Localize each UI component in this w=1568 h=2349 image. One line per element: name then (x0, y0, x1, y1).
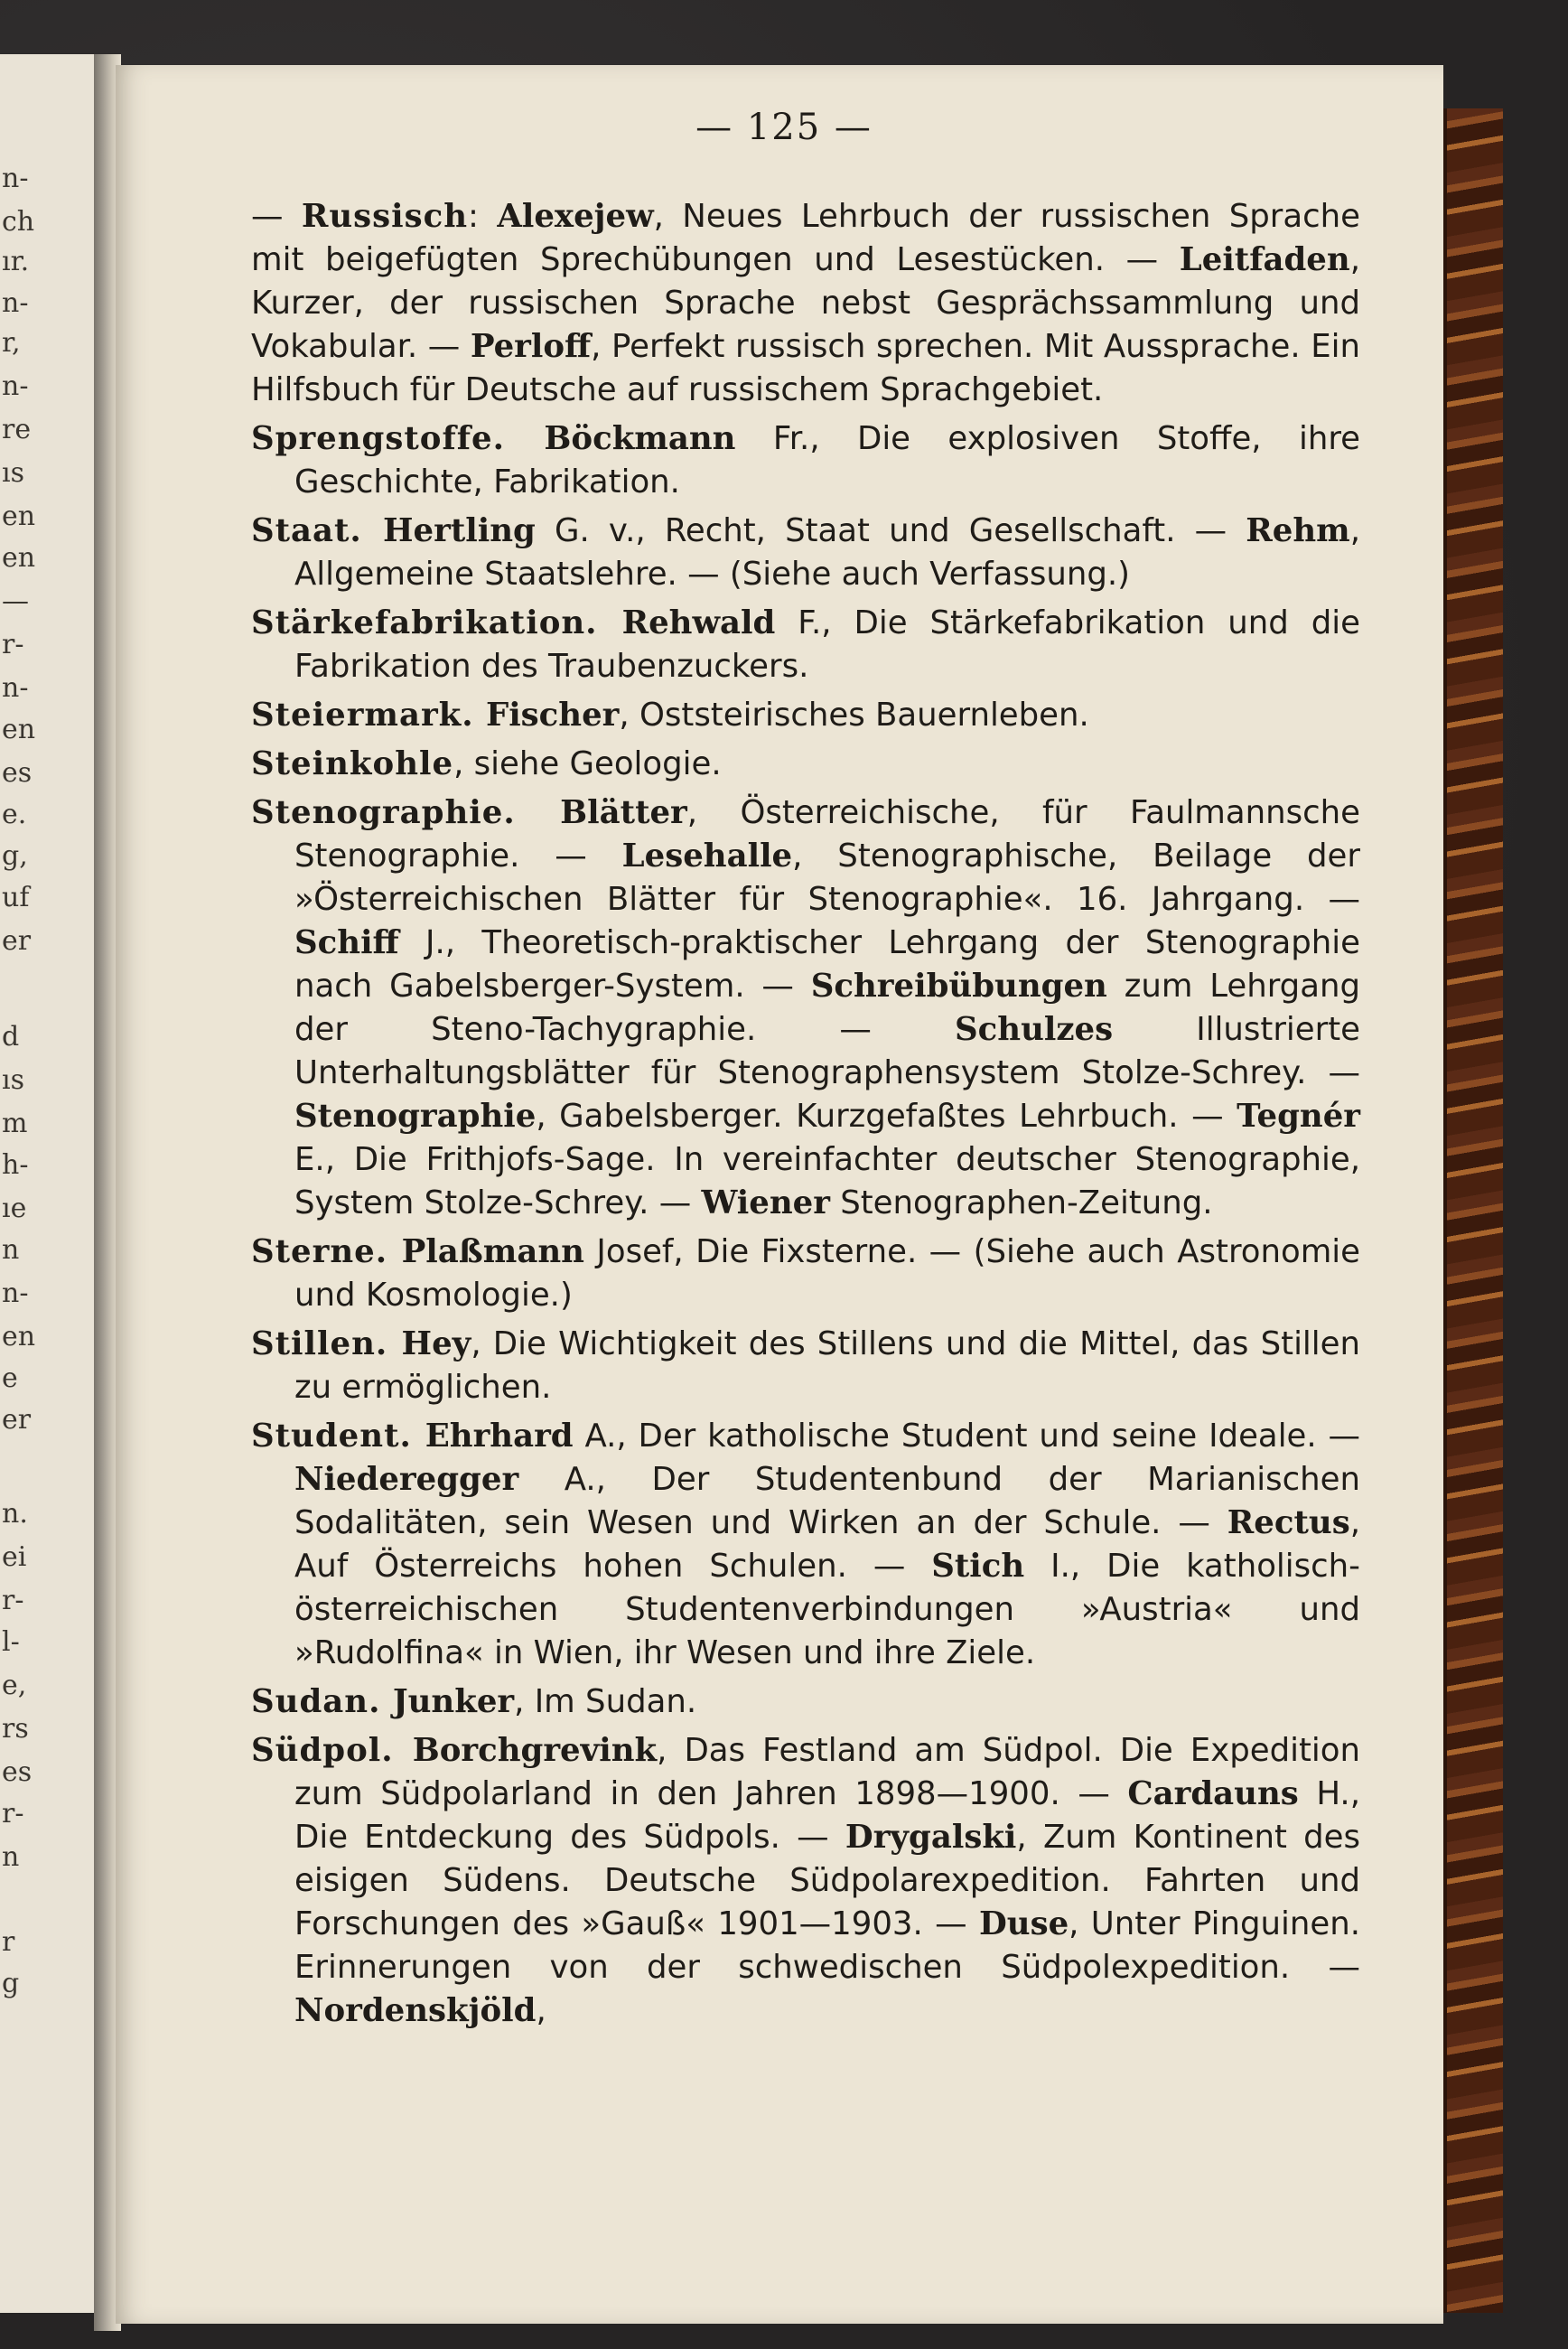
entry-text: H., Die Entdeckung des Südpols. — (294, 1775, 1360, 1856)
left-page-fragment: — (2, 585, 29, 617)
entry-author: Borchgrevink (412, 1732, 658, 1769)
entry-heading: Stillen. (251, 1325, 402, 1362)
entry-author: Plaßmann (401, 1233, 584, 1270)
entry-author: Stenographie (294, 1098, 537, 1135)
index-entry (251, 195, 1360, 412)
index-entries (251, 195, 1360, 2038)
entry-author: Tegnér (1237, 1098, 1360, 1135)
left-page-fragment: n- (2, 1277, 29, 1309)
entry-text: J., Theoretisch-praktischer Lehrgang der Stenographie nach Gabelsberger-System. — (294, 924, 1360, 1005)
entry-author: Rehwald (621, 604, 776, 641)
entry-text: Josef, Die Fixsterne. — (Siehe auch Astronomie und Kosmologie.) (294, 1233, 1360, 1314)
left-page-fragment: er (2, 1404, 32, 1436)
left-page-fragment: m (2, 1108, 28, 1139)
entry-heading: Steiermark. (251, 697, 486, 734)
entry-text: , Im Sudan. (514, 1683, 697, 1720)
entry-text: , Österreichische, für Faulmannsche Stenographie. — (294, 794, 1360, 875)
left-page-fragment: ıe (2, 1193, 27, 1224)
entry-text: F., Die Stärkefabrikation und die Fabrikation des Traubenzuckers. (294, 604, 1361, 685)
entry-text: , Das Festland am Südpol. Die Expedition zum Südpolarland in den Jahren 1898—1900. — (294, 1732, 1360, 1812)
left-page-fragment: n- (2, 370, 29, 402)
left-page-fragment: ıs (2, 457, 24, 489)
left-page-fragment: l- (2, 1626, 20, 1658)
entry-text: , Oststeirisches Bauernleben. (619, 697, 1089, 734)
entry-author: Nordenskjöld (294, 1992, 537, 2029)
entry-text: , siehe Geologie. (453, 745, 722, 782)
entry-author: Böckmann (544, 420, 736, 457)
entry-author: Hertling (383, 512, 536, 549)
entry-author: Fischer (485, 697, 620, 734)
entry-text: , Unter Pinguinen. Erinnerungen von der schwedischen Südpolexpedition. — (294, 1905, 1360, 1986)
left-page-fragment: n- (2, 672, 29, 704)
left-page-fragment: en (2, 501, 36, 532)
entry-author: Schiff (294, 924, 399, 961)
entry-text: , Zum Kontinent des eisigen Südens. Deutsche Südpolarexpedition. Fahrten und Forschungen des »Gauß« 1901—1903. — (294, 1819, 1360, 1942)
left-page-fragment: r, (2, 327, 21, 359)
index-entry (251, 694, 1360, 737)
entry-author: Junker (392, 1683, 515, 1720)
left-page-fragment: en (2, 714, 36, 745)
entry-text: , Allgemeine Staatslehre. — (Siehe auch Verfassung.) (294, 512, 1360, 593)
entry-author: Duse (979, 1905, 1069, 1942)
entry-text: , Neues Lehrbuch der russischen Sprache mit beigefügten Sprechübungen und Lesestücken. — (251, 198, 1360, 278)
entry-text: , Kurzer, der russischen Sprache nebst Gesprächssammlung und Vokabular. — (251, 241, 1360, 365)
entry-text: I., Die katholisch-österreichischen Studentenverbindungen »Austria« und »Rudolfina« in Wien, ihr Wesen und ihre Ziele. (294, 1548, 1360, 1671)
entry-text: , Perfekt russisch sprechen. Mit Aussprache. Ein Hilfsbuch für Deutsche auf russischem Sprachgebiet. (251, 328, 1360, 408)
left-page-fragment: ei (2, 1541, 27, 1573)
index-entry (251, 791, 1360, 1225)
left-page-fragment: ıs (2, 1064, 24, 1096)
entry-author: Lesehalle (621, 838, 793, 875)
entry-text: zum Lehrgang der Steno-Tachygraphie. — (294, 968, 1361, 1048)
index-entry (251, 602, 1360, 688)
entry-author: Rehm (1246, 512, 1350, 549)
book-spine-edge (1443, 108, 1503, 2313)
index-entry (251, 510, 1360, 596)
left-page-fragment: n- (2, 163, 29, 194)
entry-author: Cardauns (1127, 1775, 1299, 1812)
left-page-fragment: r- (2, 1585, 24, 1616)
left-page-fragment: r- (2, 1798, 24, 1830)
entry-author: Wiener (701, 1184, 830, 1221)
index-entry (251, 1231, 1360, 1317)
left-page-fragment: en (2, 1321, 36, 1352)
entry-text: A., Der Studentenbund der Marianischen Sodalitäten, sein Wesen und Wirken an der Schule. — (294, 1461, 1360, 1541)
entry-text: E., Die Frithjofs-Sage. In vereinfachter deutscher Stenographie, System Stolze-Schrey. — (294, 1141, 1360, 1221)
left-page-fragment: g, (2, 840, 28, 872)
entry-heading: Steinkohle (251, 745, 454, 782)
left-page-fragment: d (2, 1021, 20, 1053)
left-page-fragment: n (2, 1234, 20, 1266)
entry-heading: Russisch (301, 198, 469, 235)
entry-author: Ehrhard (425, 1418, 574, 1455)
entry-author: Blätter (560, 794, 687, 831)
entry-text: , (536, 1992, 546, 2029)
left-page-fragment: en (2, 542, 36, 574)
page-number: — 125 — (695, 107, 873, 148)
index-entry (251, 743, 1360, 786)
entry-text: , Auf Österreichs hohen Schulen. — (294, 1504, 1360, 1585)
left-page-fragment: ch (2, 206, 35, 238)
entry-text: Illustrierte Unterhaltungsblätter für Stenographensystem Stolze-Schrey. — (294, 1011, 1360, 1091)
left-page-fragment: e. (2, 799, 27, 830)
entry-author: Alexejew (497, 198, 654, 235)
index-entry (251, 1729, 1360, 2033)
entry-heading: Staat. (251, 512, 383, 549)
left-page-fragment: es (2, 1756, 33, 1788)
entry-heading: Sterne. (251, 1233, 402, 1270)
entry-text: — (251, 198, 302, 235)
entry-author: Perloff (470, 328, 592, 365)
left-page-fragment: ır. (2, 246, 30, 277)
entry-text: Stenographen-Zeitung. (829, 1184, 1213, 1221)
left-page-fragment: uf (2, 882, 30, 913)
index-entry (251, 417, 1360, 504)
entry-text: Fr., Die explosiven Stoffe, ihre Geschichte, Fabrikation. (294, 420, 1360, 501)
left-page-fragment: n- (2, 287, 29, 319)
index-entry (251, 1323, 1360, 1409)
left-page-fragment: er (2, 925, 32, 957)
entry-author: Leitfaden (1179, 241, 1350, 278)
left-page-fragment: e (2, 1362, 18, 1394)
entry-text: : (468, 198, 498, 235)
entry-author: Drygalski (845, 1819, 1017, 1856)
left-page-fragment: rs (2, 1713, 29, 1745)
entry-heading: Südpol. (251, 1732, 413, 1769)
entry-text: G. v., Recht, Staat und Gesellschaft. — (535, 512, 1246, 549)
entry-text: , Die Wichtigkeit des Stillens und die Mittel, das Stillen zu ermöglichen. (294, 1325, 1361, 1406)
left-page-fragment: es (2, 757, 33, 789)
entry-author: Schulzes (955, 1011, 1114, 1048)
entry-heading: Stenographie. (251, 794, 561, 831)
entry-author: Niederegger (294, 1461, 519, 1498)
left-page-fragment: re (2, 414, 32, 445)
left-page-fragment: e, (2, 1670, 27, 1701)
left-page-fragment: n. (2, 1498, 28, 1530)
entry-heading: Student. (251, 1418, 425, 1455)
index-entry (251, 1415, 1360, 1675)
left-page-fragment: h- (2, 1149, 29, 1181)
left-page-fragment: g (2, 1968, 20, 1999)
entry-text: A., Der katholische Student und seine Ideale. — (573, 1418, 1360, 1455)
left-page-fragment: r (2, 1926, 15, 1958)
entry-heading: Sudan. (251, 1683, 393, 1720)
entry-author: Stich (931, 1548, 1025, 1585)
entry-author: Rectus (1227, 1504, 1350, 1541)
left-page-fragment: r- (2, 629, 24, 660)
entry-heading: Stärkefabrikation. (251, 604, 622, 641)
entry-text: , Gabelsberger. Kurzgefaßtes Lehrbuch. — (536, 1098, 1237, 1135)
entry-text: , Stenographische, Beilage der »Österreichischen Blätter für Stenographie«. 16. Jahrgang. — (294, 838, 1360, 918)
left-page-fragment: n (2, 1841, 20, 1873)
entry-heading: Sprengstoffe. (251, 420, 545, 457)
entry-author: Schreibübungen (810, 968, 1107, 1005)
index-entry (251, 1680, 1360, 1724)
entry-author: Hey (401, 1325, 471, 1362)
